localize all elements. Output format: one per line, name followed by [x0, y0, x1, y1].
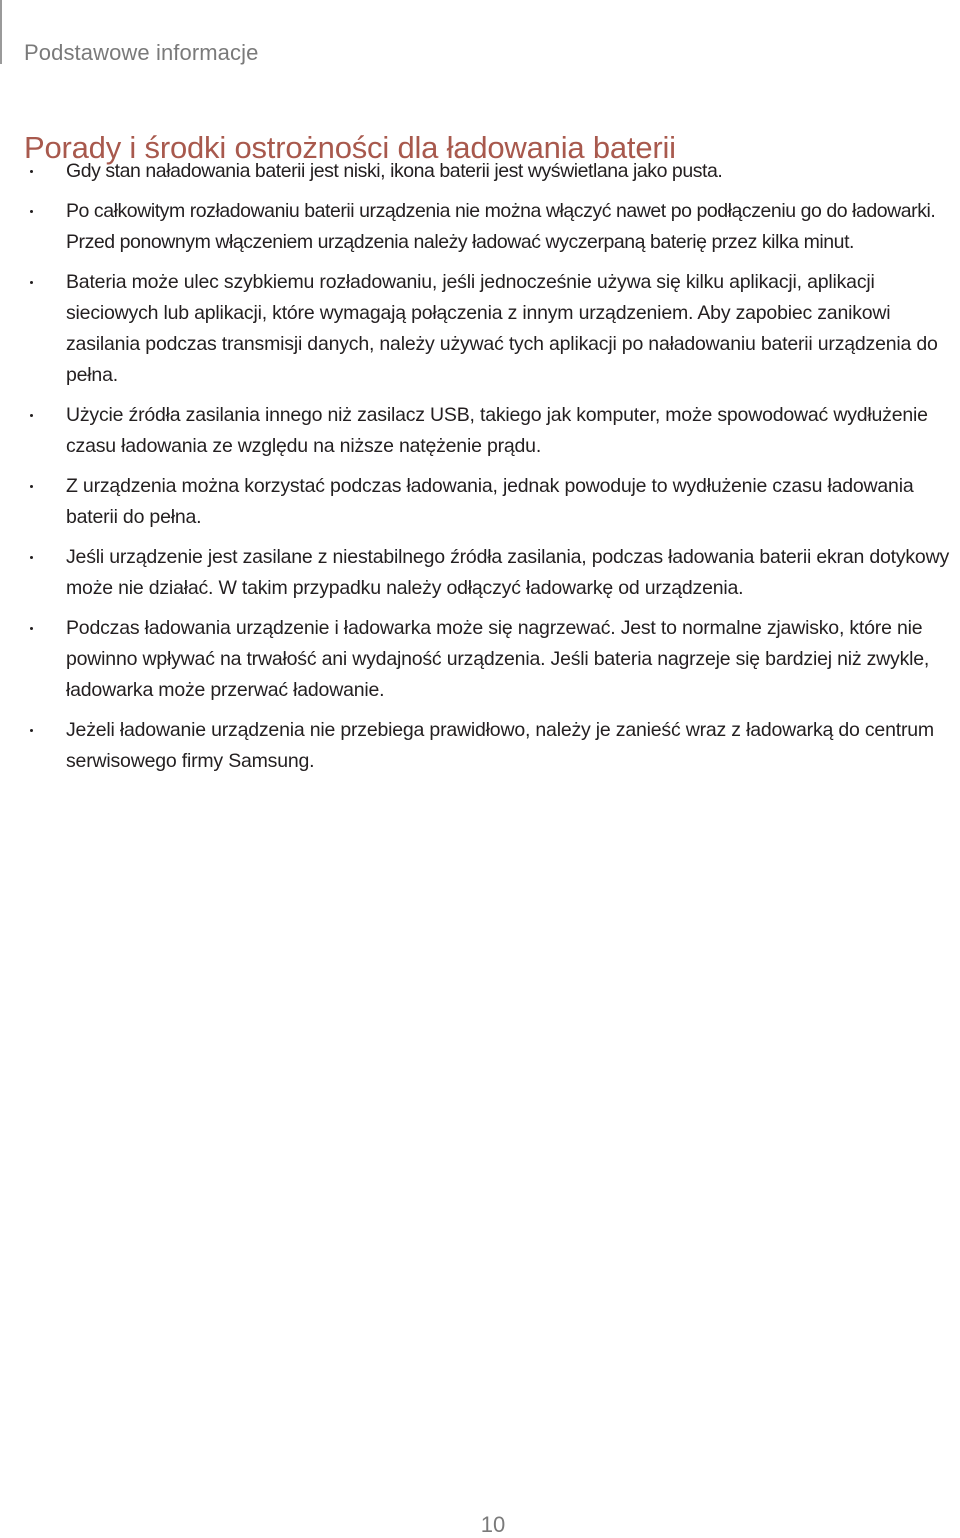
- list-item-text: Gdy stan naładowania baterii jest niski, ikona baterii jest wyświetlana jako pusta.: [66, 160, 723, 182]
- bullet-icon: [30, 281, 33, 284]
- list-item: [0, 613, 960, 706]
- bullet-icon: [30, 627, 33, 630]
- list-item-text: Jeżeli ładowanie urządzenia nie przebiega prawidłowo, należy je zanieść wraz z ładowarką do centrum serwisowego firmy Samsung.: [66, 719, 934, 772]
- list-item: [0, 156, 960, 187]
- list-item: [0, 267, 960, 391]
- page-title: Porady i środki ostrożności dla ładowania baterii: [24, 130, 676, 165]
- bullet-icon: [30, 485, 33, 488]
- section-header: Podstawowe informacje: [24, 40, 259, 65]
- list-item-text: Z urządzenia można korzystać podczas ładowania, jednak powoduje to wydłużenie czasu ładowania baterii do pełna.: [66, 475, 914, 528]
- list-item: [0, 715, 960, 777]
- list-item-text: Jeśli urządzenie jest zasilane z niestabilnego źródła zasilania, podczas ładowania baterii ekran dotykowy może nie działać. W takim przypadku należy odłączyć ładowarkę od urządzenia.: [66, 546, 950, 599]
- list-item-text: Bateria może ulec szybkiemu rozładowaniu, jeśli jednocześnie używa się kilku aplikacji, aplikacji sieciowych lub aplikacji, które wymagają połączenia z innym urządzeniem. Aby zapobiec zanikowi zasilania podczas transmisji danych, należy używać tych aplikacji po naładowaniu baterii urządzenia do pełna.: [66, 271, 938, 386]
- list-item: [0, 471, 960, 533]
- list-item: [0, 400, 960, 462]
- margin-rule: [0, 0, 2, 64]
- page-number: 10: [480, 1512, 506, 1537]
- bullet-icon: [30, 556, 33, 559]
- bullet-icon: [30, 210, 33, 213]
- tips-list: [0, 156, 960, 777]
- bullet-icon: [30, 170, 33, 173]
- list-item-text: Po całkowitym rozładowaniu baterii urządzenia nie można włączyć nawet po podłączeniu go do ładowarki. Przed ponownym włączeniem urządzenia należy ładować wyczerpaną baterię przez kilka minut.: [66, 200, 936, 253]
- bullet-icon: [30, 729, 33, 732]
- bullet-icon: [30, 414, 33, 417]
- list-item: [0, 196, 960, 258]
- list-item-text: Użycie źródła zasilania innego niż zasilacz USB, takiego jak komputer, może spowodować wydłużenie czasu ładowania ze względu na niższe natężenie prądu.: [66, 404, 928, 457]
- list-item: [0, 542, 960, 604]
- list-item-text: Podczas ładowania urządzenie i ładowarka może się nagrzewać. Jest to normalne zjawisko, które nie powinno wpływać na trwałość ani wydajność urządzenia. Jeśli bateria nagrzeje się bardziej niż zwykle, ładowarka może przerwać ładowanie.: [66, 617, 930, 701]
